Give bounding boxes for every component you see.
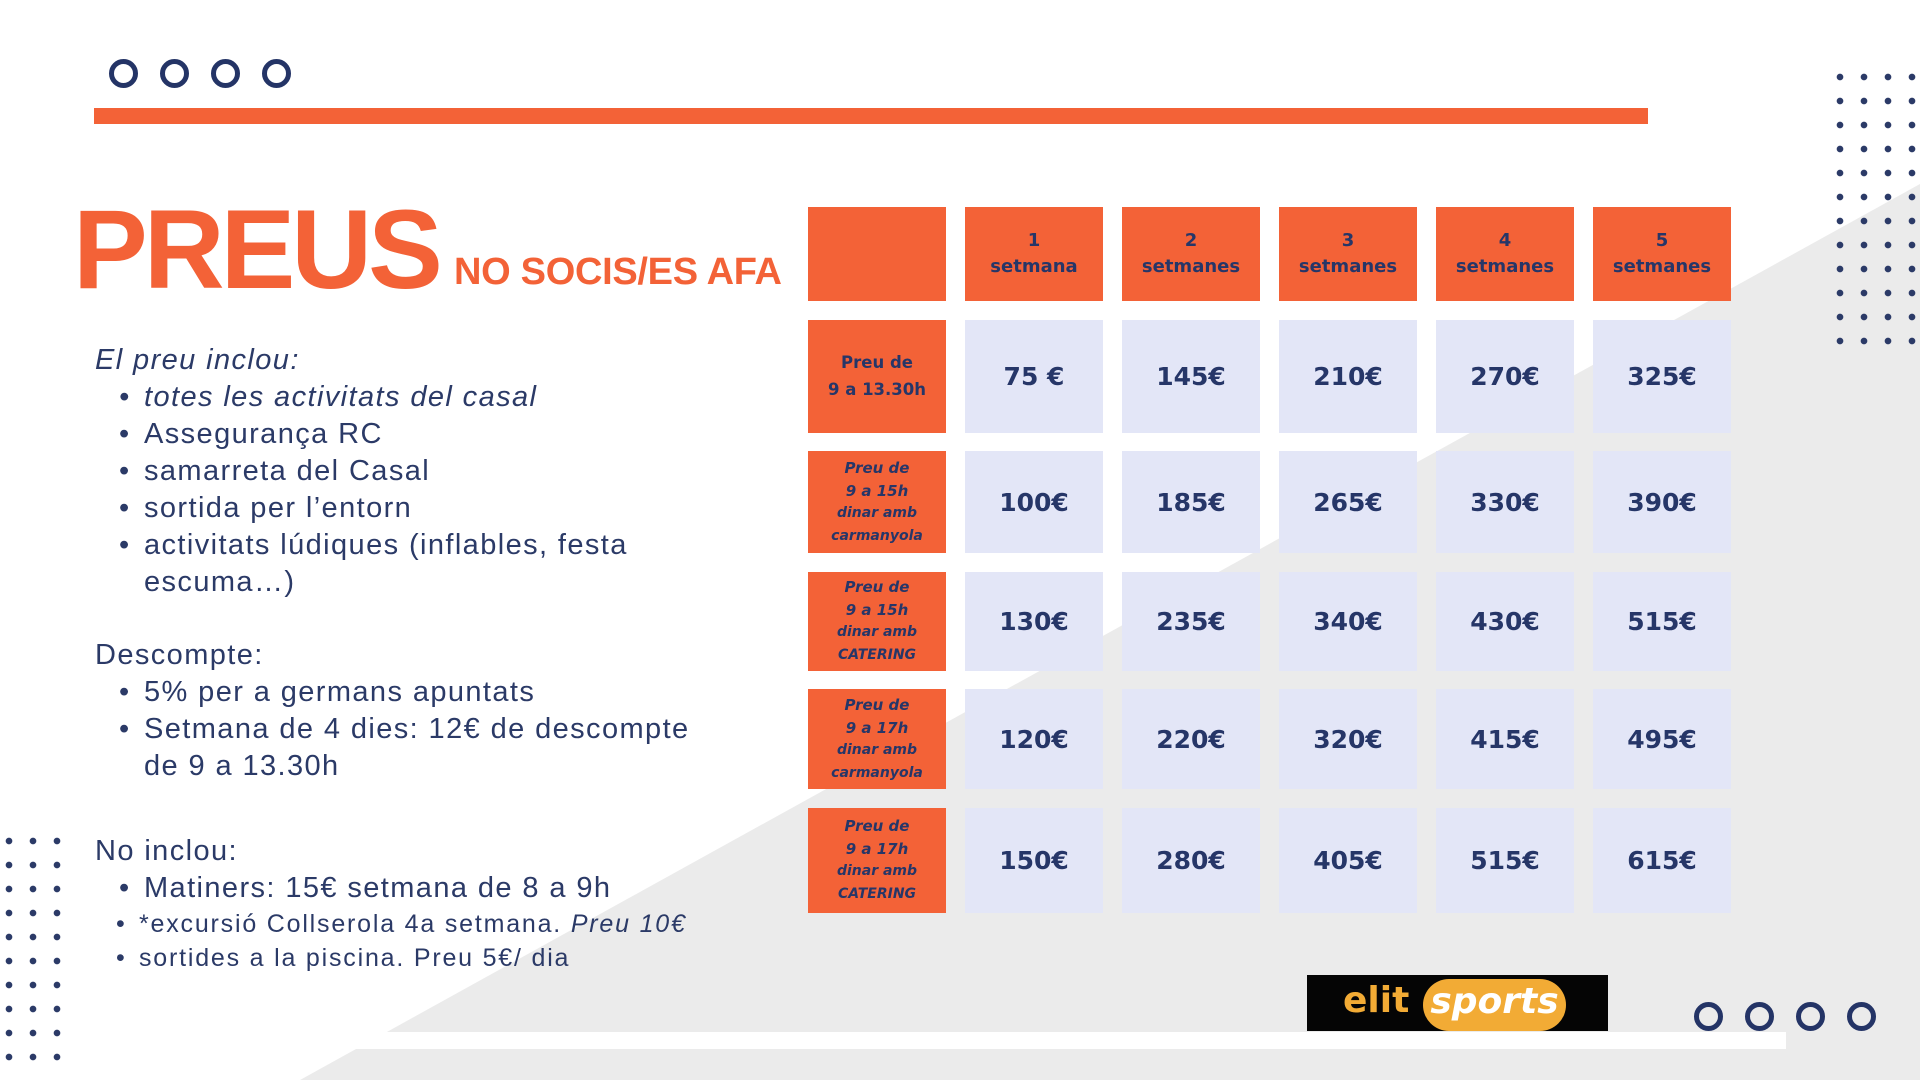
price-cell: 265€ — [1279, 451, 1417, 553]
elit-sports-logo — [1307, 975, 1608, 1031]
excludes-heading: No inclou: — [95, 835, 238, 867]
price-cell: 495€ — [1593, 689, 1731, 789]
row-label-line: 9 a 15h — [845, 481, 909, 500]
column-header-number: 3 — [1341, 230, 1355, 251]
row-label-line: 9 a 17h — [845, 718, 909, 737]
row-label-cell — [808, 451, 946, 553]
table-corner-cell — [808, 207, 946, 301]
price-cell: 430€ — [1436, 572, 1574, 671]
ring-icon — [1796, 1002, 1825, 1031]
price-cell: 415€ — [1436, 689, 1574, 789]
ring-icon — [109, 59, 138, 88]
discount-list — [95, 674, 714, 785]
discount-heading: Descompte: — [95, 639, 264, 671]
includes-heading: El preu inclou: — [95, 344, 300, 376]
price-table — [808, 207, 1731, 913]
ring-icon — [211, 59, 240, 88]
price-cell: 235€ — [1122, 572, 1260, 671]
list-item-price: Preu 10€ — [570, 910, 687, 938]
top-ring-decoration — [109, 59, 291, 88]
list-item: • samarreta del Casal — [144, 453, 714, 490]
row-label-line: CATERING — [837, 646, 917, 663]
dot-grid-decoration — [0, 829, 69, 1069]
column-header — [1122, 207, 1260, 301]
list-item-text: *excursió Collserola 4a setmana. — [139, 910, 563, 938]
list-item: • Assegurança RC — [144, 416, 714, 453]
row-label-cell — [808, 689, 946, 789]
price-cell: 185€ — [1122, 451, 1260, 553]
row-label-cell — [808, 320, 946, 433]
price-cell: 75 € — [965, 320, 1103, 433]
column-header — [1593, 207, 1731, 301]
price-cell: 280€ — [1122, 808, 1260, 913]
includes-list — [95, 379, 714, 601]
price-cell: 220€ — [1122, 689, 1260, 789]
ring-icon — [1847, 1002, 1876, 1031]
logo-word-sports: sports — [1430, 981, 1559, 1022]
row-label-line: Preu de — [844, 696, 910, 715]
column-header-number: 2 — [1184, 230, 1198, 251]
price-cell: 130€ — [965, 572, 1103, 671]
price-cell: 325€ — [1593, 320, 1731, 433]
ring-icon — [160, 59, 189, 88]
price-cell: 270€ — [1436, 320, 1574, 433]
includes-section — [95, 342, 714, 601]
price-cell: 210€ — [1279, 320, 1417, 433]
ring-icon — [1745, 1002, 1774, 1031]
price-cell: 515€ — [1436, 808, 1574, 913]
row-label-cell — [808, 808, 946, 913]
column-header-unit: setmanes — [1141, 256, 1241, 277]
price-cell: 405€ — [1279, 808, 1417, 913]
column-header-unit: setmana — [990, 256, 1078, 277]
price-cell: 340€ — [1279, 572, 1417, 671]
excludes-list — [95, 870, 714, 975]
column-header — [1279, 207, 1417, 301]
logo-word-elit: elit — [1343, 980, 1410, 1021]
price-cell: 145€ — [1122, 320, 1260, 433]
price-cell: 150€ — [965, 808, 1103, 913]
page-subtitle: NO SOCIS/ES AFA — [454, 251, 782, 293]
price-cell: 320€ — [1279, 689, 1417, 789]
price-cell: 515€ — [1593, 572, 1731, 671]
row-label-line: 9 a 17h — [845, 839, 909, 858]
list-item: • Setmana de 4 dies: 12€ de descompte de 9 a 13.30h — [144, 711, 714, 785]
row-label-line: dinar amb — [836, 742, 918, 759]
column-header-number: 1 — [1027, 230, 1041, 251]
row-label-line: CATERING — [837, 885, 917, 902]
row-label-cell — [808, 572, 946, 671]
row-label-line: Preu de — [844, 459, 910, 478]
list-item — [139, 907, 714, 941]
row-label-line: dinar amb — [836, 505, 918, 522]
column-header-unit: setmanes — [1612, 256, 1712, 277]
row-label-line: dinar amb — [836, 624, 918, 641]
list-item: • totes les activitats del casal — [144, 379, 714, 416]
list-item: • sortides a la piscina. Preu 5€/ dia — [139, 941, 714, 975]
price-cell: 390€ — [1593, 451, 1731, 553]
list-item: • Matiners: 15€ setmana de 8 a 9h — [144, 870, 714, 907]
row-label-line: Preu de — [844, 817, 910, 836]
row-label-line: Preu de — [844, 578, 910, 597]
row-label-line: carmanyola — [831, 764, 923, 781]
column-header-unit: setmanes — [1298, 256, 1398, 277]
column-header — [1436, 207, 1574, 301]
discount-section — [95, 637, 714, 785]
price-cell: 615€ — [1593, 808, 1731, 913]
page-title: PREUS — [73, 187, 439, 312]
price-cell: 330€ — [1436, 451, 1574, 553]
dot-grid-decoration — [1828, 65, 1920, 353]
top-accent-bar — [94, 108, 1648, 124]
ring-icon — [1694, 1002, 1723, 1031]
column-header-number: 5 — [1655, 230, 1669, 251]
list-item: • 5% per a germans apuntats — [144, 674, 714, 711]
ring-icon — [262, 59, 291, 88]
column-header-number: 4 — [1498, 230, 1512, 251]
list-item: • sortida per l’entorn — [144, 490, 714, 527]
bottom-white-stripe — [0, 1032, 1786, 1049]
row-label-line: 9 a 15h — [845, 600, 909, 619]
row-label-line: dinar amb — [836, 863, 918, 880]
price-cell: 100€ — [965, 451, 1103, 553]
column-header — [965, 207, 1103, 301]
row-label-line: Preu de — [841, 353, 913, 373]
logo-pill-shape — [1423, 979, 1566, 1031]
list-item: • activitats lúdiques (inflables, festa escuma…) — [144, 527, 714, 601]
price-cell: 120€ — [965, 689, 1103, 789]
row-label-line: 9 a 13.30h — [827, 380, 927, 400]
row-label-line: carmanyola — [831, 527, 923, 544]
column-header-unit: setmanes — [1455, 256, 1555, 277]
bottom-ring-decoration — [1694, 1002, 1876, 1031]
excludes-section — [95, 833, 714, 975]
